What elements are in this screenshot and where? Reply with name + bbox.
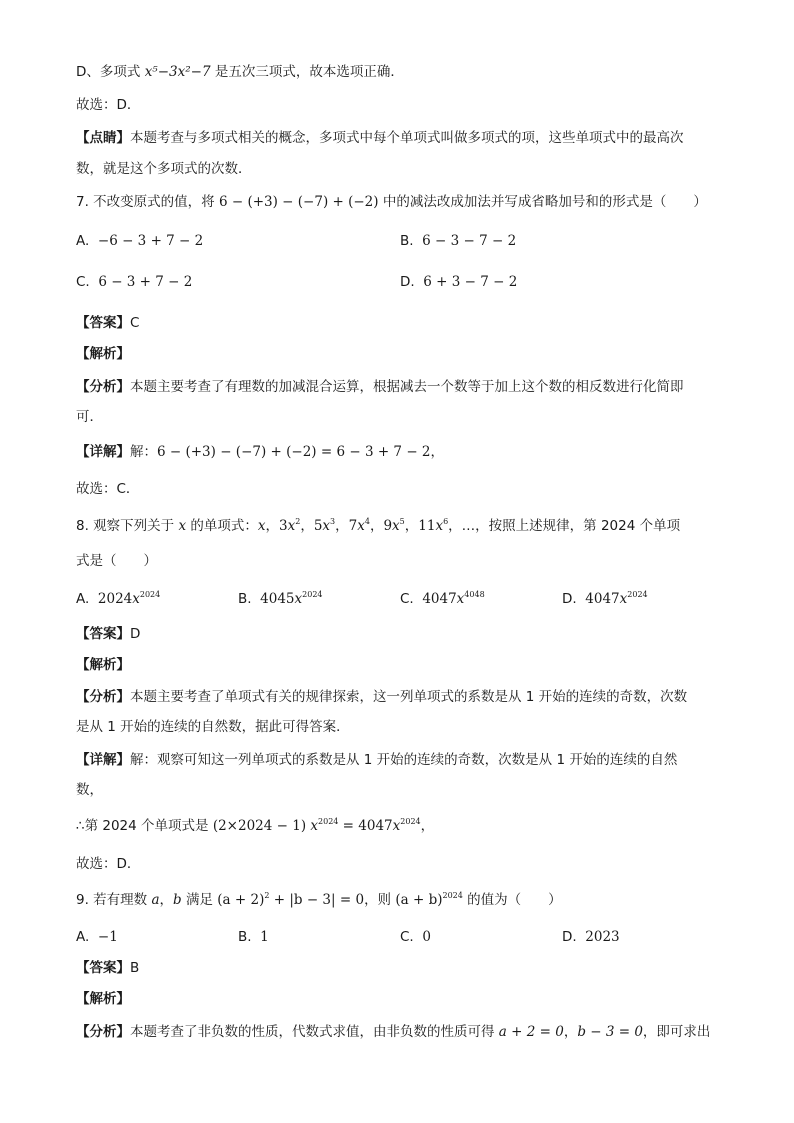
comment-line: [76, 128, 684, 148]
math-expression: 6 − (+3) − (−7) + (−2) = 6 − 3 + 7 − 2: [157, 444, 431, 460]
term: x: [257, 518, 266, 534]
math-expression: [395, 892, 462, 908]
term: $11x^6$: [418, 517, 449, 534]
fenxi-tag: 【分析】: [76, 379, 130, 395]
text-line: 数，就是这个多项式的次数．: [76, 161, 252, 177]
math-expression: [217, 892, 364, 908]
stem-text: 满足: [181, 892, 218, 908]
term-exp: 6: [443, 517, 449, 526]
answer-tag: 【答案】: [76, 626, 130, 642]
fenxi-line: [76, 1022, 710, 1042]
term: $9x^5$: [383, 517, 405, 534]
answer-value: C: [130, 315, 140, 331]
term-exp: 2: [295, 517, 301, 526]
option-label: D.: [562, 591, 577, 607]
fenxi-text: ，即可求出: [642, 1024, 711, 1040]
answer-tag: 【答案】: [76, 960, 130, 976]
math-expression: x⁵−3x²−7: [144, 64, 211, 80]
answer-value: B: [130, 960, 140, 976]
stem-text: 7. 不改变原式的值，将: [76, 194, 219, 210]
option-coef: 4047: [422, 591, 457, 607]
term-exp: 5: [399, 517, 405, 526]
stem-text: ，: [159, 892, 174, 908]
option-value: 1: [260, 929, 269, 945]
stem-text: 8. 观察下列关于: [76, 518, 179, 534]
q7-option-b: [400, 231, 516, 251]
q7-option-d: [400, 272, 517, 292]
stem-text: ，…，按照上述规律，第 2024 个单项: [448, 518, 681, 534]
math-expression: a + 2 = 0: [498, 1024, 564, 1040]
stem-text: 的值为（ ）: [462, 892, 562, 908]
xiangjie-tag: 【详解】: [76, 752, 130, 768]
variable-a: a: [151, 892, 160, 908]
stem-text: 中的减法改成加法并写成省略加号和的形式是（ ）: [378, 194, 707, 210]
option-label: A.: [76, 591, 90, 607]
option-label: C.: [76, 274, 90, 290]
option-label: B.: [238, 591, 252, 607]
conclusion-text: ，: [420, 818, 435, 834]
option-label: C.: [400, 591, 414, 607]
q8-option-b: B. $4045x^{2024}$: [238, 590, 323, 607]
term: $5x^3$: [313, 517, 336, 534]
conclusion-text: ∴第 2024 个单项式是: [76, 818, 213, 834]
fenxi-text: ，: [563, 1024, 578, 1040]
expr-part: (2×2024 − 1): [212, 818, 307, 834]
variable-x: x: [178, 518, 187, 534]
answer-value: D: [130, 626, 141, 642]
term-exp: 3: [330, 517, 336, 526]
option-coef: 2024: [97, 591, 133, 607]
option-exp: 4048: [464, 590, 485, 599]
term: $7x^4$: [348, 517, 370, 534]
math-expression: b − 3 = 0: [577, 1024, 643, 1040]
option-value: −1: [97, 929, 118, 945]
expr-part: (a + b): [395, 892, 443, 908]
q9-option-d: [562, 927, 620, 947]
q7-option-c: [76, 272, 192, 292]
fenxi-tag: 【分析】: [76, 689, 130, 705]
fenxi-tag: 【分析】: [76, 1024, 130, 1040]
term-coef: 5: [313, 518, 323, 534]
dianjing-tag: 【点睛】: [76, 130, 130, 146]
term-coef: 7: [348, 518, 358, 534]
expr-exp: 2024: [400, 817, 421, 826]
xiangjie-text: 解：: [130, 444, 157, 460]
option-value: 0: [422, 929, 431, 945]
option-exp: 2024: [627, 590, 648, 599]
answer-line: [76, 313, 139, 333]
answer-tag: 【答案】: [76, 315, 130, 331]
jiexi-tag: 【解析】: [76, 657, 130, 673]
pick-line: 故选：C．: [76, 481, 140, 497]
option-label: D.: [562, 929, 577, 945]
option-expr: 6 + 3 − 7 − 2: [423, 274, 518, 290]
expr-part: = 4047: [338, 818, 393, 834]
fenxi-text: 本题考查了非负数的性质，代数式求值，由非负数的性质可得: [130, 1024, 499, 1040]
stem-text: 的单项式：: [186, 518, 258, 534]
question-8-stem: 8. 观察下列关于 x 的单项式：x，$3x^2$，$5x^3$，$7x^4$，$9x^5$，$11x^6$，…，按照上述规律，第 2024 个单项: [76, 517, 681, 534]
fenxi-line: [76, 377, 684, 397]
variable-b: b: [173, 892, 182, 908]
q9-option-c: [400, 927, 431, 947]
xiangjie-line: [76, 750, 677, 770]
option-d-suffix: 是五次三项式，故本选项正确．: [210, 64, 404, 80]
question-9-stem: [76, 890, 562, 910]
q9-option-a: [76, 927, 118, 947]
option-label: C.: [400, 929, 414, 945]
option-label: B.: [400, 233, 414, 249]
xiangjie-text: 解：观察可知这一列单项式的系数是从 1 开始的连续的奇数，次数是从 1 开始的连续的自然: [130, 752, 678, 768]
math-expression: (2×2024 − 1) $x^{2024} = 4047x^{2024}$: [212, 817, 421, 834]
fenxi-text: 本题主要考查了有理数的加减混合运算，根据减去一个数等于加上这个数的相反数进行化简即: [130, 379, 684, 395]
text-line: 是从 1 开始的连续的自然数，据此可得答案．: [76, 719, 350, 735]
option-label: A.: [76, 233, 90, 249]
expr-exp: 2: [264, 891, 270, 900]
option-coef: 4045: [260, 591, 295, 607]
option-exp: 2024: [139, 590, 161, 599]
stem-text: 9. 若有理数: [76, 892, 152, 908]
option-d-prefix: D、多项式: [76, 64, 145, 80]
option-exp: 2024: [302, 590, 323, 599]
fenxi-line: [76, 687, 687, 707]
term-exp: 4: [364, 517, 370, 526]
term: $3x^2$: [279, 517, 301, 534]
text-line: 数，: [76, 782, 103, 798]
option-expr: 6 − 3 − 7 − 2: [422, 233, 517, 249]
conclusion-line: [76, 816, 434, 836]
stem-text: ，则: [364, 892, 396, 908]
option-label: D.: [400, 274, 415, 290]
expr-exp: 2024: [318, 817, 339, 826]
option-value: 2023: [585, 929, 620, 945]
answer-line: [76, 624, 140, 644]
text-line: 式是（ ）: [76, 553, 157, 569]
xiangjie-tag: 【详解】: [76, 444, 130, 460]
expr-part: + |b − 3| = 0: [269, 892, 365, 908]
q8-option-d: D. $4047x^{2024}$: [562, 590, 648, 607]
option-label: A.: [76, 929, 90, 945]
term-coef: 9: [383, 518, 393, 534]
q8-option-a: A. $2024x^{2024}$: [76, 590, 161, 607]
fenxi-text: 本题主要考查了单项式有关的规律探索，这一列单项式的系数是从 1 开始的连续的奇数，次数: [130, 689, 688, 705]
expr-exp: 2024: [442, 891, 463, 900]
xiangjie-line: [76, 442, 444, 462]
term-coef: 3: [279, 518, 288, 534]
question-7-stem: [76, 192, 707, 212]
text-line: 可．: [76, 409, 103, 425]
expr-part: (a + 2): [217, 892, 265, 908]
option-expr: 6 − 3 + 7 − 2: [98, 274, 193, 290]
term-coef: 11: [418, 518, 436, 534]
pick-line: 故选：D．: [76, 856, 141, 872]
text-line: 故选：D．: [76, 97, 141, 113]
math-expression: 6 − (+3) − (−7) + (−2): [218, 194, 379, 210]
option-expr: −6 − 3 + 7 − 2: [97, 233, 204, 249]
option-coef: 4047: [585, 591, 620, 607]
jiexi-tag: 【解析】: [76, 991, 130, 1007]
dianjing-text: 本题考查与多项式相关的概念，多项式中每个单项式叫做多项式的项，这些单项式中的最高次: [130, 130, 684, 146]
option-label: B.: [238, 929, 252, 945]
q7-option-a: [76, 231, 203, 251]
text-line: [76, 62, 404, 82]
xiangjie-text: ，: [430, 444, 445, 460]
q8-option-c: C. $4047x^{4048}$: [400, 590, 485, 607]
answer-line: [76, 958, 139, 978]
q9-option-b: [238, 927, 269, 947]
jiexi-tag: 【解析】: [76, 346, 130, 362]
